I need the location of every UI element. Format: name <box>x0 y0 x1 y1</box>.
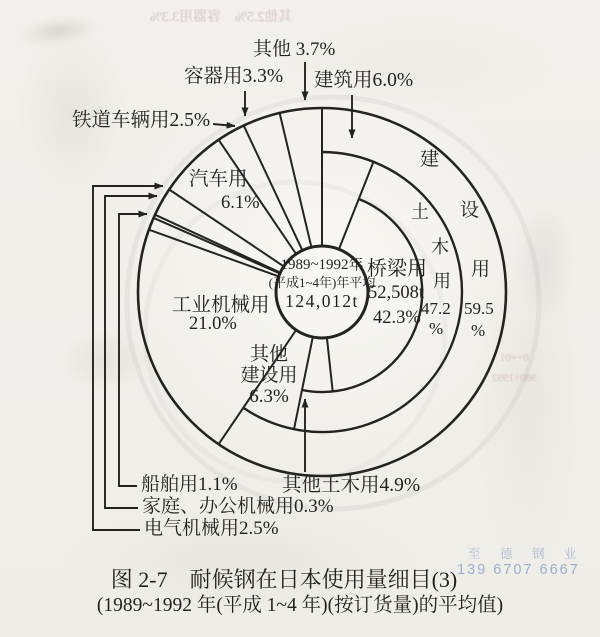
label-other-civil-use: 其他土木用4.9% <box>282 475 421 496</box>
label-bridge-use: 桥梁用 <box>367 258 427 280</box>
label-other-construction-line2: 建设用 <box>240 365 298 386</box>
slice-boundary <box>339 162 374 249</box>
slice-boundary <box>327 338 333 392</box>
ring-label-construction-char: 设 <box>460 200 480 221</box>
bleed-through-text: 0÷+01 <box>500 352 529 364</box>
label-industrial-machinery-use: 工业机械用 <box>172 295 270 316</box>
ring-label-civil-char: 土 <box>411 202 429 222</box>
center-tonnage: 124,012t <box>285 291 359 311</box>
center-years: 1989~1992年 <box>280 257 364 273</box>
ring-label-civil-char: 用 <box>433 271 451 291</box>
ring-label-construction-char: 建 <box>420 149 440 170</box>
bleed-through-text: 其他2.5% 容器用3.3% <box>150 10 293 25</box>
label-other-construction-pct: 6.3% <box>249 386 289 407</box>
label-container-use: 容器用3.3% <box>184 66 284 87</box>
label-industrial-machinery-pct: 21.0% <box>189 314 237 334</box>
label-electric-machinery-use: 电气机械用2.5% <box>144 518 279 539</box>
label-automobile-pct: 6.1% <box>221 193 260 213</box>
bleed-through-text: 980÷1992 <box>492 372 537 384</box>
label-automobile-use: 汽车用 <box>189 169 248 190</box>
label-other: 其他 3.7% <box>253 39 336 60</box>
ring-label-construction-pct: 59.5 <box>464 299 494 318</box>
watermark-company: 至 德 钢 业 <box>468 547 585 561</box>
ring-label-civil-pct-sign: % <box>429 319 444 338</box>
center-heisei: (平成1~4年)年平均 <box>268 275 376 290</box>
figure-subcaption: (1989~1992 年(平成 1~4 年)(按订货量)的平均值) <box>96 595 504 616</box>
watermark-phone: 139 6707 6667 <box>457 562 580 578</box>
label-bridge-tonnage: 52,508t <box>368 283 425 303</box>
ring-label-civil-char: 木 <box>431 237 449 257</box>
ring-label-civil-pct: 47.2 <box>421 299 451 318</box>
label-building-use: 建筑用6.0% <box>314 70 414 91</box>
label-bridge-pct: 42.3% <box>373 308 421 328</box>
label-home-office-machinery-use: 家庭、办公机械用0.3% <box>142 496 334 517</box>
label-other-construction-use <box>237 344 301 407</box>
label-railway-vehicle-use: 铁道车辆用2.5% <box>72 110 211 131</box>
center-hub-text <box>250 256 394 311</box>
figure-caption: 图 2-7 耐候钢在日本使用量细目(3) <box>110 567 458 592</box>
label-other-construction-line1: 其他 <box>249 344 288 365</box>
ring-label-construction-pct-sign: % <box>471 321 486 340</box>
label-ship-use: 船舶用1.1% <box>141 474 238 495</box>
ring-label-construction-char: 用 <box>471 259 491 280</box>
